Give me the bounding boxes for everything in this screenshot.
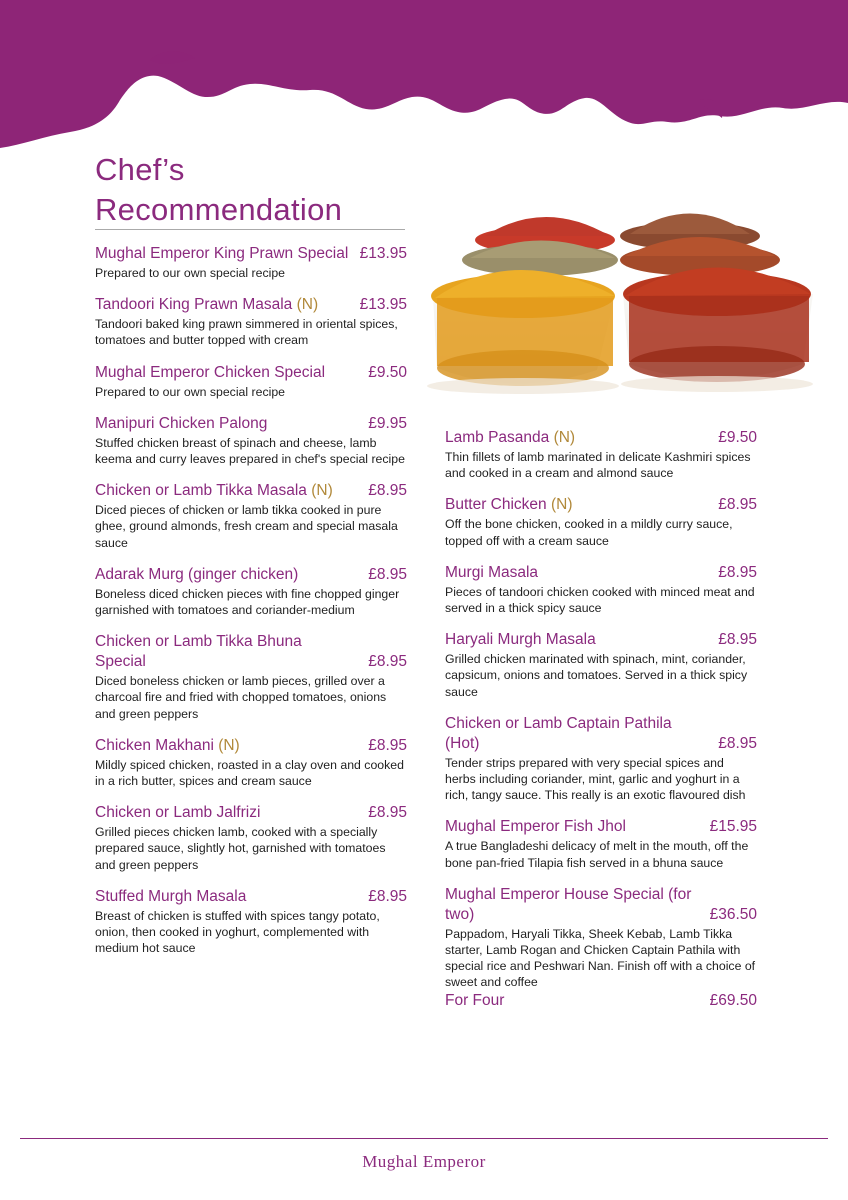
menu-item <box>95 295 407 348</box>
footer-divider <box>20 1138 828 1139</box>
menu-item-name-text: Mughal Emperor Fish Jhol <box>445 818 626 836</box>
menu-item <box>95 414 407 467</box>
menu-item <box>445 428 757 481</box>
menu-item-description: Grilled chicken marinated with spinach, mint, coriander, capsicum, onions and tomatoes. Served in a thick spicy sauce <box>445 652 748 699</box>
menu-item-description: Tender strips prepared with very special spices and herbs including coriander, mint, garlic and yoghurt in a rich, tangy sauce. This really is an exotic flavoured dish <box>445 755 746 803</box>
menu-item-price: £8.95 <box>368 804 407 822</box>
menu-item <box>95 244 407 281</box>
menu-item <box>95 632 407 722</box>
menu-item-price: £9.50 <box>718 429 757 446</box>
menu-item-name-text: Mughal Emperor Chicken Special <box>95 363 326 381</box>
menu-item-name-text: Chicken or Lamb Tikka Masala <box>95 482 312 500</box>
menu-item-name-text: Mughal Emperor King Prawn Special <box>95 245 349 262</box>
page-title-line1: Chef’s <box>95 152 185 187</box>
menu-item-name-text: Chicken or Lamb Captain Pathila (Hot) <box>445 714 672 752</box>
menu-item-name <box>95 414 407 434</box>
menu-item-price: £15.95 <box>709 818 757 836</box>
menu-item-name <box>95 363 407 383</box>
nut-marker: (N) <box>296 296 319 314</box>
menu-item-price: £8.95 <box>368 482 407 500</box>
page-title <box>95 150 342 230</box>
menu-item-name <box>445 630 757 650</box>
menu-item-description: Diced pieces of chicken or lamb tikka cooked in pure ghee, ground almonds, fresh cream and special masala sauce <box>95 503 398 550</box>
menu-item <box>95 887 407 957</box>
menu-item-price: £13.95 <box>359 296 407 314</box>
left-menu-column <box>95 244 407 956</box>
for-four-option <box>445 991 757 1011</box>
menu-item-price: £8.95 <box>718 496 757 514</box>
menu-item-price: £8.95 <box>368 653 407 671</box>
menu-item-name-text: Chicken or Lamb Tikka Bhuna Special <box>95 633 302 671</box>
menu-item <box>445 714 757 804</box>
header-banner <box>0 0 848 160</box>
menu-item-name-text: Chicken Makhani <box>95 736 219 754</box>
menu-item-description: Breast of chicken is stuffed with spices tangy potato, onion, then cooked in yoghurt, complemented with medium hot sauce <box>95 908 380 956</box>
menu-item <box>445 630 757 700</box>
menu-item-name <box>95 887 407 907</box>
menu-item-description: Prepared to our own special recipe <box>95 266 286 280</box>
menu-item-name-text: Adarak Murg (ginger chicken) <box>95 565 299 583</box>
menu-item-description: Pieces of tandoori chicken cooked with minced meat and served in a thick spicy sauce <box>445 584 755 616</box>
menu-item-price: £9.95 <box>368 414 407 432</box>
right-menu-column <box>445 428 757 1011</box>
menu-item-price: £8.95 <box>368 565 407 583</box>
menu-item-name-text: Manipuri Chicken Palong <box>95 414 268 432</box>
for-four-price: £69.50 <box>709 991 757 1009</box>
menu-item-name-text: Lamb Pasanda <box>445 429 554 446</box>
menu-item-description: Thin fillets of lamb marinated in delicate Kashmiri spices and cooked in a cream and almond sauce <box>445 450 751 481</box>
nut-marker: (N) <box>218 736 240 754</box>
menu-item-name <box>95 803 407 823</box>
menu-item-name <box>95 481 407 501</box>
menu-item <box>95 363 407 400</box>
menu-item <box>95 803 407 873</box>
menu-item-description: Pappadom, Haryali Tikka, Sheek Kebab, Lamb Tikka starter, Lamb Rogan and Chicken Captain Pathila with special rice and Peshwari Nan. Finish off with a choice of sweet and coffee <box>445 926 756 990</box>
menu-item-name-text: Mughal Emperor House Special (for two) <box>445 885 692 923</box>
menu-item-price: £8.95 <box>718 734 757 752</box>
menu-item-price: £8.95 <box>718 631 757 649</box>
menu-item-name-text: Chicken or Lamb Jalfrizi <box>95 804 261 822</box>
menu-item-description: Prepared to our own special recipe <box>95 384 286 399</box>
for-four-label: For Four <box>445 991 505 1009</box>
menu-item <box>95 736 407 789</box>
title-divider <box>95 229 405 230</box>
menu-item-description: Boneless diced chicken pieces with fine chopped ginger garnished with tomatoes and coriander-medium <box>95 586 400 618</box>
nut-marker: (N) <box>311 482 333 500</box>
footer-restaurant-name: Mughal Emperor <box>362 1152 486 1171</box>
menu-item <box>445 495 757 548</box>
menu-item-name <box>445 714 757 754</box>
nut-marker: (N) <box>550 496 573 514</box>
menu-item-description: Grilled pieces chicken lamb, cooked with a specially prepared sauce, slightly hot, garnished with tomatoes and green peppers <box>95 825 386 872</box>
menu-item-price: £13.95 <box>359 245 407 262</box>
page-title-line2: Recommendation <box>95 192 343 227</box>
menu-item-name <box>95 632 407 672</box>
menu-item-name <box>445 495 757 515</box>
menu-item-name <box>445 428 757 448</box>
nut-marker: (N) <box>553 429 576 446</box>
menu-item <box>95 481 407 551</box>
menu-item-name-text: Haryali Murgh Masala <box>445 631 596 649</box>
spice-bowls-photo <box>415 148 833 406</box>
menu-item <box>445 563 757 616</box>
menu-item-name-text: Tandoori King Prawn Masala <box>95 296 297 314</box>
menu-item <box>445 885 757 991</box>
menu-item-description: Diced boneless chicken or lamb pieces, grilled over a charcoal fire and fried with chopped tomatoes, onions and green peppers <box>95 674 387 721</box>
menu-item-description: Tandoori baked king prawn simmered in oriental spices, tomatoes and butter topped with cream <box>95 317 398 348</box>
menu-item <box>95 565 407 618</box>
menu-item-name <box>95 565 407 585</box>
menu-item-description: Mildly spiced chicken, roasted in a clay oven and cooked in a rich butter, spices and cream sauce <box>95 757 404 789</box>
menu-item <box>445 817 757 870</box>
menu-item-price: £9.50 <box>368 363 407 381</box>
menu-item-name <box>445 563 757 583</box>
menu-item-price: £8.95 <box>368 736 407 754</box>
menu-item-description: A true Bangladeshi delicacy of melt in the mouth, off the bone pan-fried Tilapia fish served in a bhuna sauce <box>445 839 749 870</box>
menu-item-description: Off the bone chicken, cooked in a mildly curry sauce, topped off with a cream sauce <box>445 517 733 548</box>
menu-item-description: Stuffed chicken breast of spinach and cheese, lamb keema and curry leaves prepared in chef's special recipe <box>95 435 405 467</box>
menu-item-name-text: Stuffed Murgh Masala <box>95 887 247 905</box>
menu-item-name <box>95 736 407 756</box>
menu-item-price: £8.95 <box>368 887 407 905</box>
menu-item-price: £36.50 <box>709 905 757 923</box>
menu-item-name-text: Butter Chicken <box>445 496 551 514</box>
menu-item-price: £8.95 <box>718 563 757 581</box>
menu-item-name-text: Murgi Masala <box>445 563 539 581</box>
